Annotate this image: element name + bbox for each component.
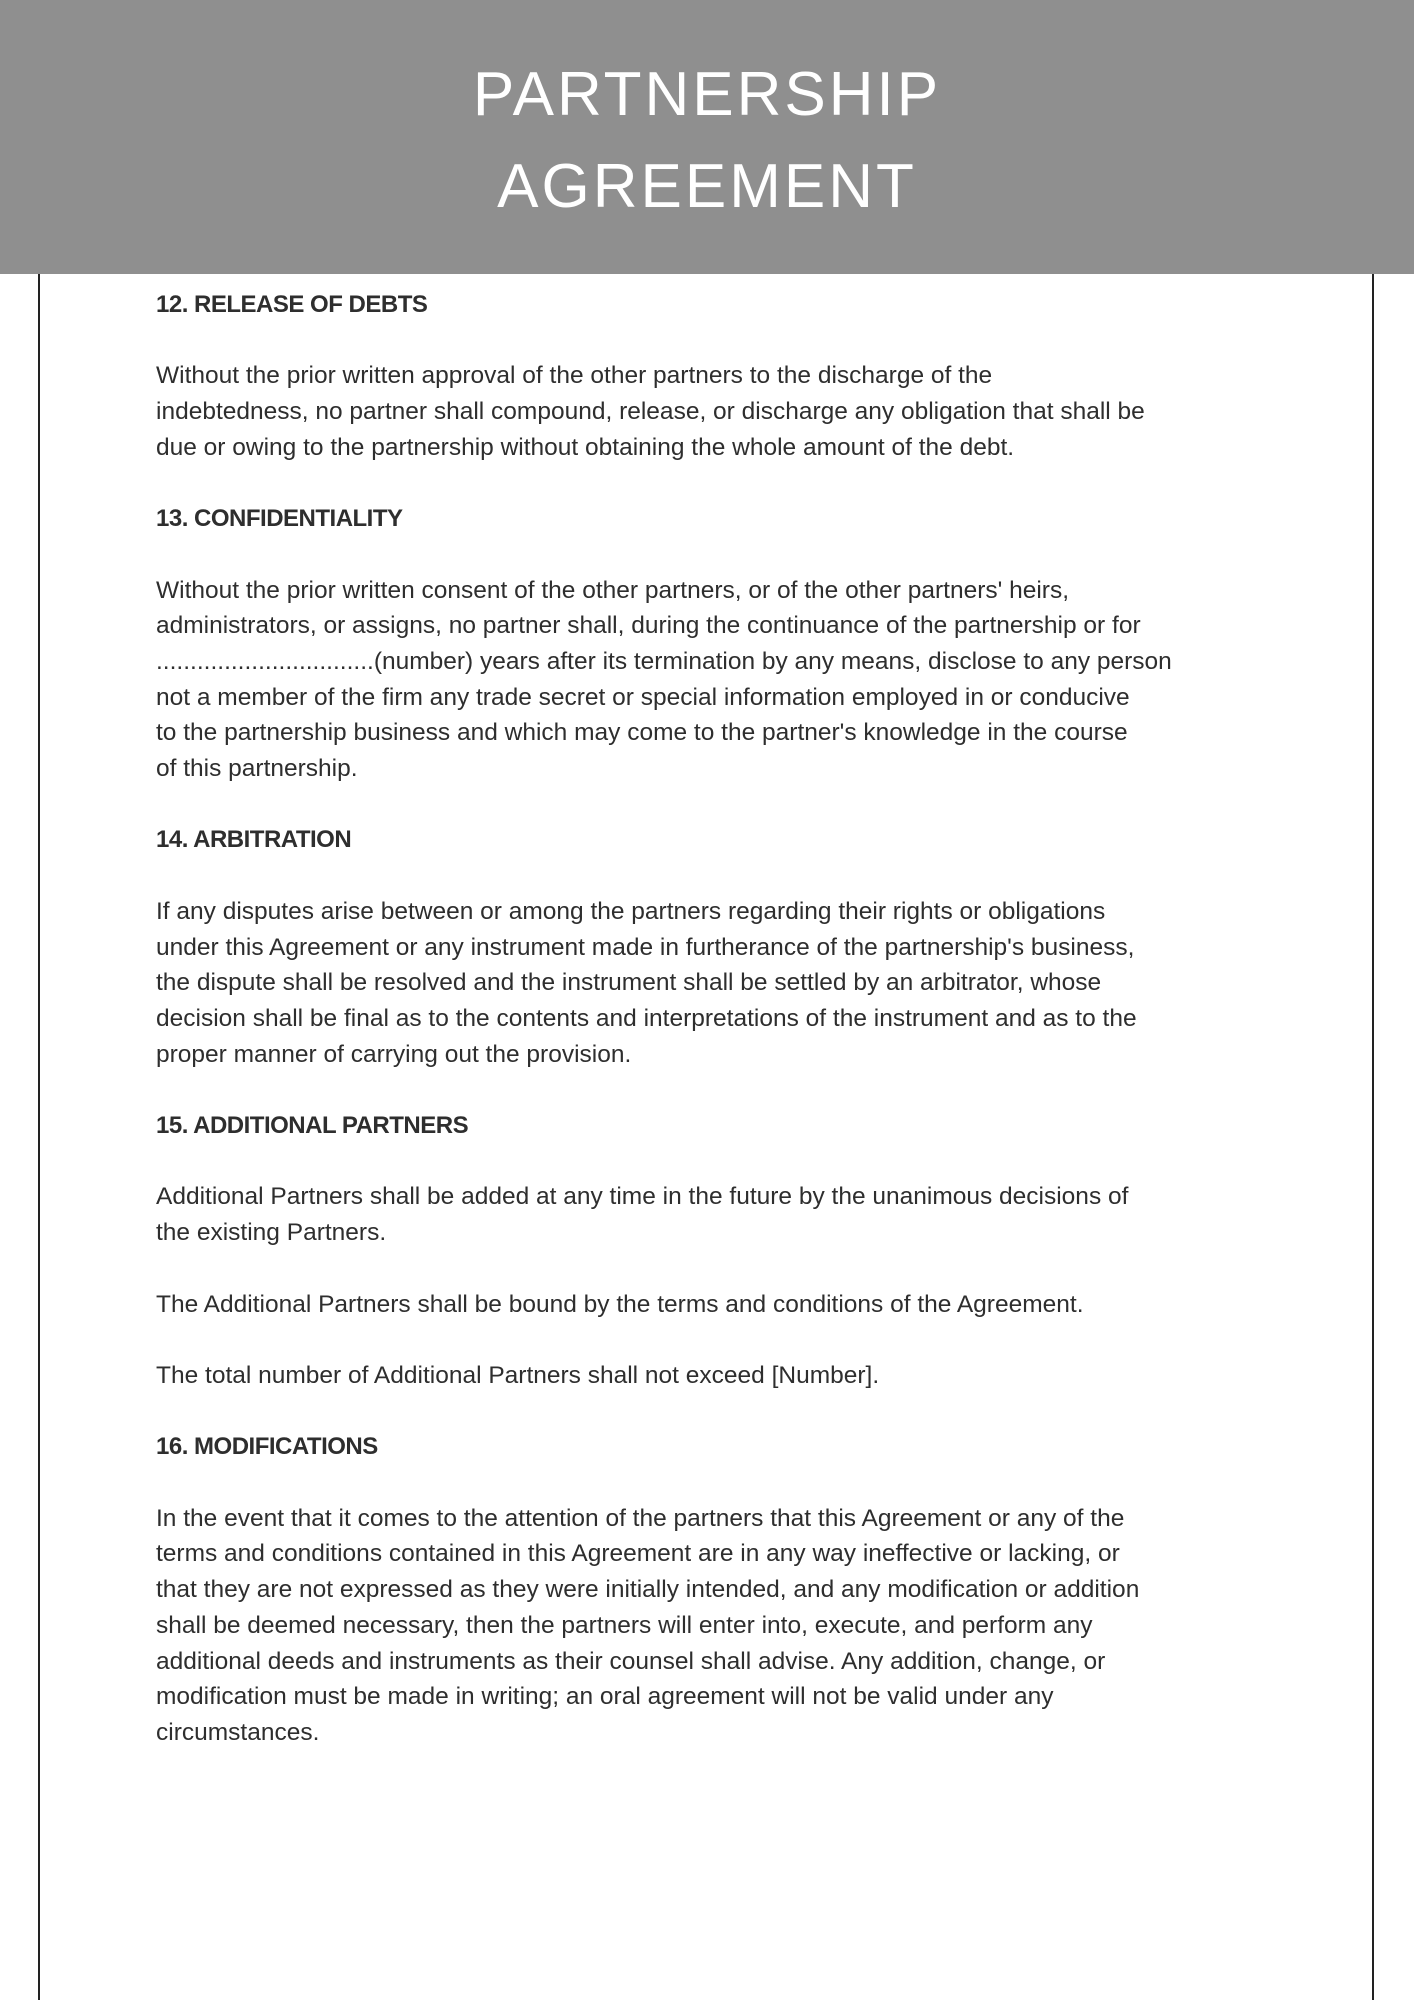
paragraph-line: to the partnership business and which may come to the partner's knowledge in the course [156,719,1128,747]
paragraph-line: terms and conditions contained in this Agreement are in any way ineffective or lacking, or [156,1540,1120,1568]
paragraph-line: Without the prior written consent of the other partners, or of the other partners' heirs, [156,576,1069,604]
section-paragraph [156,1358,1172,1394]
paragraph-line: In the event that it comes to the attention of the partners that this Agreement or any of the [156,1504,1125,1532]
section-paragraph [156,358,1172,465]
paragraph-line: the dispute shall be resolved and the instrument shall be settled by an arbitrator, whose [156,969,1102,997]
paragraph-line: circumstances. [156,1718,320,1746]
paragraph-line: under this Agreement or any instrument made in furtherance of the partnership's business, [156,933,1135,961]
section-paragraph [156,1501,1172,1751]
section-heading: 13. CONFIDENTIALITY [156,505,403,533]
section-paragraph [156,894,1172,1073]
title-line-2: AGREEMENT [497,152,917,221]
document-body [156,287,1172,1786]
paragraph-line: of this partnership. [156,755,358,783]
paragraph-line: modification must be made in writing; an oral agreement will not be valid under any [156,1683,1054,1711]
paragraph-line: indebtedness, no partner shall compound, release, or discharge any obligation that shall be [156,398,1145,426]
section-heading: 14. ARBITRATION [156,826,352,854]
page-border-left [38,274,40,2000]
paragraph-line: The total number of Additional Partners shall not exceed [Number]. [156,1361,880,1389]
paragraph-line: not a member of the firm any trade secret or special information employed in or conducive [156,683,1130,711]
paragraph-line: Additional Partners shall be added at any time in the future by the unanimous decisions of [156,1183,1129,1211]
paragraph-line: the existing Partners. [156,1219,387,1247]
paragraph-line: administrators, or assigns, no partner shall, during the continuance of the partnership or for [156,612,1141,640]
paragraph-line: due or owing to the partnership without obtaining the whole amount of the debt. [156,433,1015,461]
section-heading: 12. RELEASE OF DEBTS [156,291,428,318]
page-border-right [1372,274,1374,2000]
paragraph-line: additional deeds and instruments as their counsel shall advise. Any addition, change, or [156,1647,1106,1675]
paragraph-line: shall be deemed necessary, then the partners will enter into, execute, and perform any [156,1611,1093,1639]
section-heading: 15. ADDITIONAL PARTNERS [156,1112,469,1140]
paragraph-line: ................................(number) years after its termination by any means, disclose to any person [156,647,1172,675]
title-banner [0,0,1414,274]
paragraph-line: decision shall be final as to the contents and interpretations of the instrument and as to the [156,1004,1137,1032]
paragraph-line: Without the prior written approval of the other partners to the discharge of the [156,362,993,390]
section-paragraph [156,1287,1172,1323]
section-paragraph [156,573,1172,787]
paragraph-line: If any disputes arise between or among the partners regarding their rights or obligations [156,897,1106,925]
paragraph-line: The Additional Partners shall be bound by the terms and conditions of the Agreement. [156,1290,1084,1318]
section-heading: 16. MODIFICATIONS [156,1433,378,1461]
title-line-1: PARTNERSHIP [472,60,942,129]
paragraph-line: that they are not expressed as they were initially intended, and any modification or addition [156,1576,1140,1604]
paragraph-line: proper manner of carrying out the provision. [156,1040,632,1068]
section-paragraph [156,1179,1172,1250]
